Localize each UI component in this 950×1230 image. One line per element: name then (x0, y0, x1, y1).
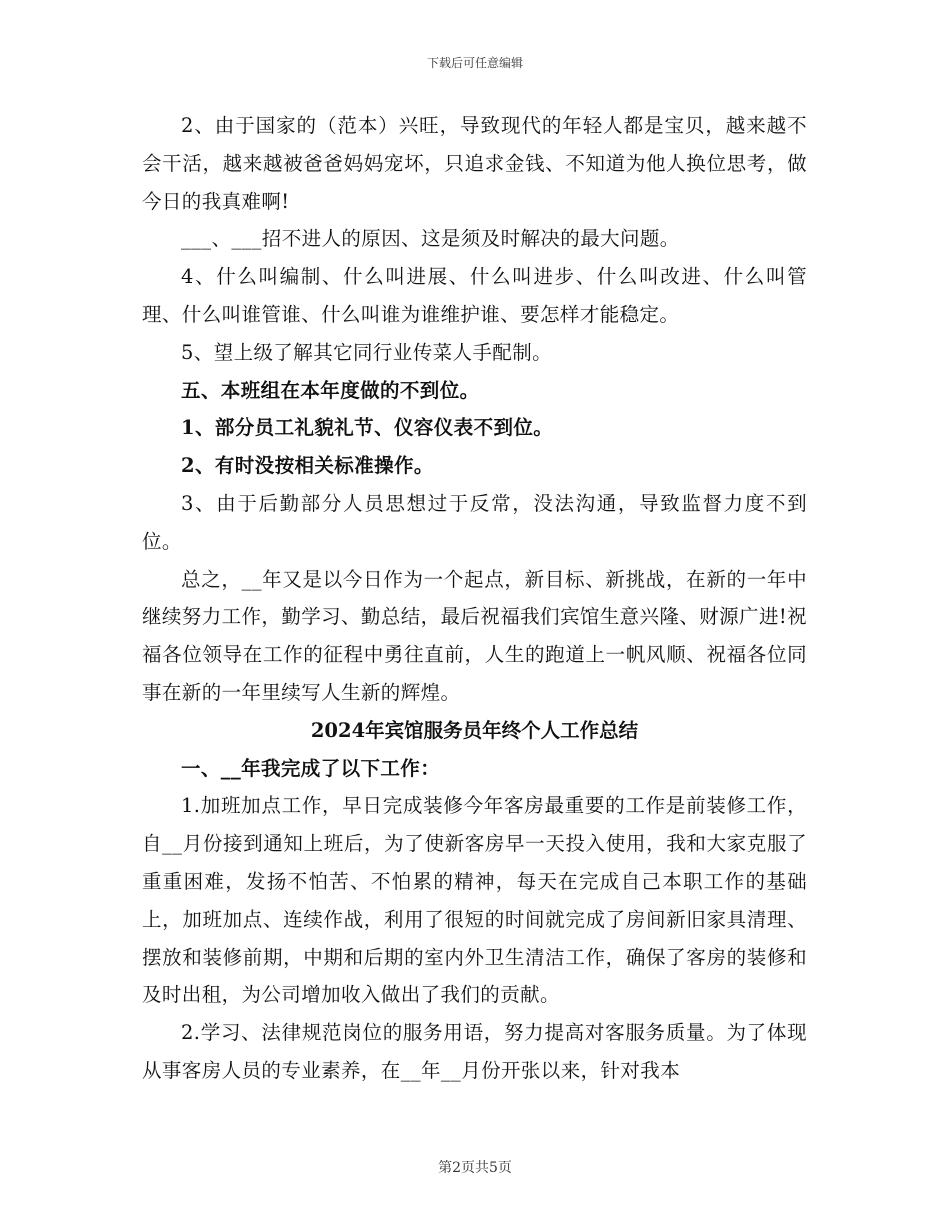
page-footer: 第2页共5页 (438, 1160, 512, 1176)
bold-paragraph: 1、部分员工礼貌礼节、仪容仪表不到位。 (181, 416, 554, 440)
bold-paragraph: 2、有时没按相关标准操作。 (181, 454, 434, 478)
paragraph: 5、望上级了解其它同行业传菜人手配制。 (181, 340, 553, 364)
paragraph: 2.学习、法律规范岗位的服务用语，努力提高对客服务质量。为了体现从事客房人员的专业素养，在__年__月份开张以来，针对我本 (142, 1021, 807, 1082)
paragraph: 1.加班加点工作，早日完成装修今年客房最重要的工作是前装修工作，自__月份接到通知上班后，为了使新客房早一天投入使用，我和大家克服了重重困难，发扬不怕苦、不怕累的精神，每天在完成自己本职工作的基础上，加班加点、连续作战，利用了很短的时间就完成了房间新旧家具清理、摆放和装修前期，中期和后期的室内外卫生清洁工作，确保了客房的装修和及时出租，为公司增加收入做出了我们的贡献。 (142, 794, 807, 1007)
section-heading: 五、本班组在本年度做的不到位。 (181, 378, 480, 402)
document-body (142, 107, 807, 1090)
paragraph: 2、由于国家的（范本）兴旺，导致现代的年轻人都是宝贝，越来越不会干活，越来越被爸爸妈妈宠坏，只追求金钱、不知道为他人换位思考，做今日的我真难啊! (142, 114, 807, 213)
paragraph: 4、什么叫编制、什么叫进展、什么叫进步、什么叫改进、什么叫管理、什么叫谁管谁、什么叫谁为谁维护谁、要怎样才能稳定。 (142, 265, 807, 326)
paragraph: 3、由于后勤部分人员思想过于反常，没法沟通，导致监督力度不到位。 (142, 491, 807, 553)
paragraph: ___、___招不进人的原因、这是须及时解决的最大问题。 (181, 227, 680, 251)
page-header: 下载后可任意编辑 (426, 56, 523, 70)
section-heading: 一、__年我完成了以下工作： (181, 756, 441, 780)
paragraph: 总之，__年又是以今日作为一个起点，新目标、新挑战，在新的一年中继续努力工作，勤学习、勤总结，最后祝福我们宾馆生意兴隆、财源广进!祝福各位领导在工作的征程中勇往直前，人生的跑道上一帆风顺、祝福各位同事在新的一年里续写人生新的辉煌。 (142, 567, 807, 704)
document-title: 2024年宾馆服务员年终个人工作总结 (310, 718, 639, 742)
